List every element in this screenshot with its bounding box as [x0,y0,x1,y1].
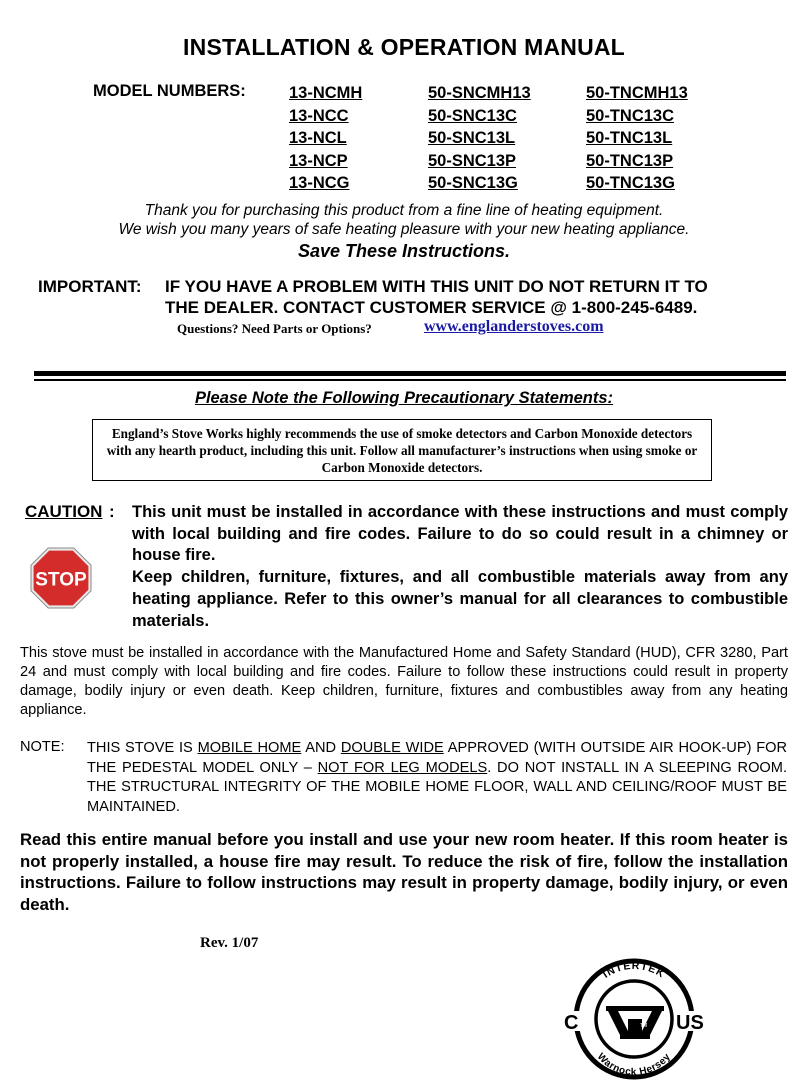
model-column-3 [586,82,688,195]
mobile-home-underline: MOBILE HOME [197,740,302,756]
model-number: 13-NCMH [289,84,363,102]
questions-text: Questions? Need Parts or Options? [177,321,372,336]
important-label: IMPORTANT: [38,277,142,296]
svg-text:INTERTEK [601,960,667,981]
logo-tm: TM [640,1023,648,1029]
model-number: 50-TNC13G [586,174,675,192]
model-column-1 [289,82,362,195]
stop-sign-icon [30,547,92,609]
model-number: 13-NCP [289,151,348,170]
read-manual-paragraph: Read this entire manual before you install and use your new room heater. If this room heater is not properly installed, a house fire may result. To reduce the risk of fire, follow the installation instructions. Failure to follow instructions may result in property damage, bodily injury, or even death. [20,830,788,915]
model-number: 50-SNC13P [428,151,517,170]
logo-c-text: C [564,1012,579,1034]
model-number: 50-TNC13P [586,151,674,170]
stop-sign-text: STOP [35,569,87,591]
save-instructions: Save These Instructions. [297,241,511,261]
revision-label: Rev. 1/07 [200,935,259,951]
logo-bottom-text: Warnock Hersey [594,1051,674,1079]
model-number: 50-SNC13G [428,174,518,192]
logo-top-text: INTERTEK [600,959,668,981]
model-number: 50-SNC13C [428,106,517,125]
model-number: 13-NCC [289,106,349,125]
not-for-leg-models-underline: NOT FOR LEG MODELS [317,759,488,776]
note-label: NOTE: [20,739,65,755]
model-column-2 [428,82,531,195]
intertek-certification-logo [558,943,708,1085]
detector-notice-text: England’s Stove Works highly recommends the use of smoke detectors and Carbon Monoxide detectors with any hearth product, including this unit. Follow all manufacturer’s instructions when using smoke or Carbon Monoxide detectors. [106,426,698,475]
model-number: 50-SNC13L [428,129,516,147]
model-number: 50-TNCMH13 [586,84,688,102]
installation-paragraph: This stove must be installed in accordance with the Manufactured Home and Safety Standard (HUD), CFR 3280, Part 24 and must comply with local building and fire codes. Failure to follow these instructions could result in property damage, bodily injury or even death. Keep children, furniture, fixtures and combustibles away from any heating appliance. [20,645,788,718]
thanks-line-1: Thank you for purchasing this product from a fine line of heating equipment. [144,202,664,219]
model-numbers-label: MODEL NUMBERS: [93,82,246,100]
logo-us-text: US [676,1012,704,1034]
caution-label: CAUTION [25,502,103,521]
important-line-1: IF YOU HAVE A PROBLEM WITH THIS UNIT DO NOT RETURN IT TO [165,277,708,296]
detector-notice-box [92,419,712,481]
note-text: THIS STOVE IS MOBILE HOME AND DOUBLE WIDE APPROVED (WITH OUTSIDE AIR HOOK-UP) FOR THE PEDESTAL MODEL ONLY – NOT FOR LEG MODELS. DO NOT INSTALL IN A SLEEPING ROOM. THE STRUCTURAL INTEGRITY OF THE MOBILE HOME FLOOR, WALL AND CEILING/ROOF MUST BE MAINTAINED. [87,740,788,815]
model-number: 50-TNC13C [586,106,675,125]
divider-thin [34,379,786,381]
model-number: 50-SNCMH13 [428,84,531,102]
divider-thick [34,371,786,376]
caution-colon: : [109,502,115,521]
page-title: INSTALLATION & OPERATION MANUAL [183,34,625,60]
model-number: 13-NCL [289,129,347,147]
model-number: 13-NCG [289,174,350,192]
model-number: 50-TNC13L [586,129,673,147]
important-line-2: THE DEALER. CONTACT CUSTOMER SERVICE @ 1-800-245-6489. [165,298,698,317]
caution-paragraph-1: This unit must be installed in accordance with these instructions and must comply with local building and fire codes. Failure to do so could result in a chimney or house fire. [132,503,788,565]
precautionary-heading: Please Note the Following Precautionary Statements: [194,389,614,407]
caution-paragraph-2: Keep children, furniture, fixtures, and all combustible materials away from any heating appliance. Refer to this owner’s manual for all clearances to combustible materials. [132,568,788,630]
caution-text [132,502,788,632]
thanks-line-2: We wish you many years of safe heating pleasure with your new heating appliance. [118,221,690,238]
double-wide-underline: DOUBLE WIDE [340,740,444,756]
website-link[interactable]: www.englanderstoves.com [424,318,604,335]
